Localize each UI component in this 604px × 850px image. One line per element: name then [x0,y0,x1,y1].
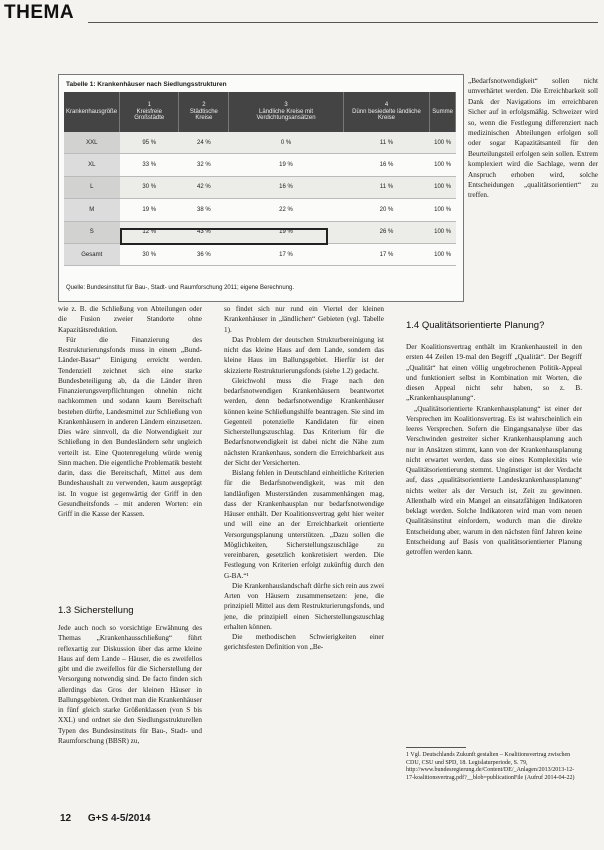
table-cell: 17 % [229,243,343,265]
column-2 [224,304,384,653]
table-cell: 33 % [120,154,179,176]
table-row [64,176,456,198]
table-row [64,199,456,221]
table-header-cell: 2 Städtische Kreise [179,92,229,132]
table-cell: 16 % [229,176,343,198]
table-source: Quelle: Bundesinstitut für Bau-, Stadt- und Raumforschung 2011; eigene Berechnung. [66,285,295,291]
column-3 [406,342,582,557]
table-cell: 30 % [120,243,179,265]
table-cell: 100 % [430,243,456,265]
heading-sicherstellung: 1.3 Sicherstellung [58,605,134,616]
table-row [64,154,456,176]
table-cell: 30 % [120,176,179,198]
table-row [64,243,456,265]
table-header-cell: Krankenhausgröße [64,92,120,132]
header-rule [88,22,598,23]
table-header-cell: 4 Dünn besiedelte ländliche Kreise [343,92,430,132]
table-cell: 20 % [343,199,430,221]
table-cell: 100 % [430,132,456,154]
section-header: THEMA [4,2,75,23]
table-cell: 0 % [229,132,343,154]
table-cell: 17 % [343,243,430,265]
table-title: Tabelle 1: Krankenhäuser nach Siedlungsstrukturen [66,81,227,88]
table-cell: 26 % [343,221,430,243]
table-cell: 16 % [343,154,430,176]
table-cell: 19 % [120,199,179,221]
table-cell: 11 % [343,132,430,154]
table-row [64,132,456,154]
page-footer [60,813,150,824]
table-cell: 42 % [179,176,229,198]
table-cell: 38 % [179,199,229,221]
table-cell: 95 % [120,132,179,154]
table-cell: 100 % [430,199,456,221]
table-header-cell: Summe [430,92,456,132]
table-cell: 12 % [120,221,179,243]
table-cell: XXL [64,132,120,154]
paragraph: wie z. B. die Schließung von Abteilungen oder die Fusion zweier Standorte ohne Kapazitätsreduktion. [58,305,202,334]
paragraph: Gleichwohl muss die Frage nach den bedarfsnotwendigen Krankenhäusern beantwortet werden, denn bedarfsnotwendige Krankenhäuser können keine Schließungshilfe beantragen. Sie sind im Gegenteil potenzielle Kandidaten für einen Sicherstellungszuschlag. Das Kriterium für die Bedarfsnotwendigkeit ist dabei nicht die Nähe zum nächsten Krankenhaus, sondern die Erreichbarkeit aus der Sicht der Versicherten. [224,376,384,467]
paragraph: Die methodischen Schwierigkeiten einer gerichtsfesten Definition von „Be- [224,633,384,652]
table-cell: XL [64,154,120,176]
table-cell: 11 % [343,176,430,198]
magazine-name: G+S [87,813,109,824]
highlight-box [120,228,328,245]
issue-number: 4-5/2014 [110,813,151,824]
paragraph: Bislang fehlen in Deutschland einheitliche Kriterien für die Bedarfsnotwendigkeit, was mit den landläufigen Musterständen zusammenhängen mag, dass der Krankenhausplan nur bedarfsnotwendige Häuser enthält. Der Koalitionsvertrag geht hier weiter und will eine an der Erreichbarkeit orientierte Versorgungsplanung unterstützen. „Dazu sollen die Möglichkeiten, Sicherstellungszuschläge zu vereinbaren, gesetzlich konkretisiert werden. Die Festlegung von Kriterien erfolgt zukünftig durch den G-BA.“¹ [224,469,384,580]
paragraph: so findet sich nur rund ein Viertel der kleinen Krankenhäuser in „ländlichen“ Gebieten (vgl. Tabelle 1). [224,305,384,334]
page-number: 12 [60,813,72,824]
table-cell: 24 % [179,132,229,154]
paragraph: Das Problem der deutschen Strukturbereinigung ist nicht das kleine Haus auf dem Lande, sondern das kleine Haus im Ballungsgebiet. Hierfür ist der skizzierte Restrukturierungsfonds (siehe 1.2) gedacht. [224,335,384,375]
table-cell: 19 % [229,154,343,176]
paragraph: Die Krankenhauslandschaft dürfte sich rein aus zwei Arten von Häusern zusammensetzen: jene, die prinzipiell Mittel aus dem Restrukturierungsfonds, und jene, die prinzipiell einen Sicherstellungszuschlag erhalten können. [224,581,384,631]
table-cell: 100 % [430,176,456,198]
table-cell: 32 % [179,154,229,176]
footnote-rule [406,747,466,748]
table-cell: 100 % [430,154,456,176]
paragraph: Der Koalitionsvertrag enthält im Krankenhausteil in den ersten 44 Zeilen 19-mal den Begriff „Qualität“. Der Begriff „Qualität“ hat einen völlig ungebrochenen Politik-Appeal und funktioniert selbst in Kombination mit Worten, die diesen Appeal nicht sehr haben, so z. B. „Krankenhausplanung“. [406,343,582,403]
table-cell: 36 % [179,243,229,265]
paragraph: „Qualitätsorientierte Krankenhausplanung“ ist einer der Versprechen im Koalitionsvertrag. Es ist wahrscheinlich ein leeres Versprechen. Sofern die Eingangsanalyse über das Verschwinden gestreiter sicher Krankenhausplanung auch nur in Ansätzen stimmt, kann von der Krankenhausplanung nicht erwartet werden, dass sie eines Komplexitäts wie Qualitätsorientierung stemmt. Ungünstiger ist der Verdacht auf, dass „qualitätsorientierte Landeskrankenhausplanung“ nichts weiter als der Versuch ist, Zeit zu gewinnen. Allenthalb wird ein Mangel an einsatzfähigen Indikatoren beklagt werden. Solche Indikatoren wird man vom neuen Qualitätsinstitut einfordern, wodurch man die direkte Entscheidung aber, warum in den nächsten fünf Jahren keine Entscheidung auf Basis von qualitätsorientierter Planung getroffen werden kann. [406,404,582,556]
table-cell: M [64,199,120,221]
footnote: 1 Vgl. Deutschlands Zukunft gestalten – Koalitionsvertrag zwischen CDU, CSU und SPD, 18. Legislaturperiode, S. 79, http://www.bundesregierung.de/Content/DE/_Anlagen/2013/2013-12-17-koalitionsvertrag.pdf?__blob=publicationFile (Aufruf 2014-04-22) [406,752,575,781]
table-cell: 19 % [229,221,343,243]
heading-qualitaet: 1.4 Qualitätsorientierte Planung? [406,320,545,331]
table-cell: S [64,221,120,243]
column-1b [58,623,202,746]
paragraph: Jede auch noch so vorsichtige Erwähnung des Themas „Krankenhausschließung“ führt reflexartig zur Diskussion über das arme kleine Haus auf dem Lande – Häuser, die es zweifellos gibt und die zweifellos für die Sicherstellung der Versorgung notwendig sind. De facto finden sich allerdings das Gros der kleinen Häuser in Ballungsgebieten. Ordnet man die Krankenhäuser in fünf gleich starke Größenklassen (von S bis XXL) und ordnet sie den Siedlungsstrukturellen Typen des Bundesinstituts für Bau-, Stadt- und Raumforschung (BBSR) zu, [58,624,202,745]
table-cell: 43 % [179,221,229,243]
table-cell: L [64,176,120,198]
table-header-cell: 1 Kreisfreie Großstädte [120,92,179,132]
paragraph: Für die Finanzierung des Restrukturierungsfonds muss in einem „Bund-Länder-Basar“ Einigung erreicht werden. Tendenziell zeichnet sich eine starke Bundesbeteiligung ab, da die Länder ihren Finanzierungsverpflichtungen ohnehin nicht nachkommen und sodann kaum Bereitschaft bestehen dürfte, Landesmittel zur Schließung von Krankenhäusern in anderen Ländern einzusetzen. Dies wäre sinnvoll, da die Notwendigkeit zur Schließung in den Bundesländern sehr ungleich verteilt ist. Eine Quotenregelung würde wenig Sinn machen. Die eigentliche Problematik besteht darin, dass die Bereitschaft, Mittel aus dem Bundeshaushalt zu verwenden, kaum ausgeprägt ist. In vogue ist gegenwärtig der Griff in den Gesundheitsfonds – mit anderen Worten: ein Griff in die Kasse der Kassen. [58,335,202,518]
table-header-cell: 3 Ländliche Kreise mit Verdichtungsansätzen [229,92,343,132]
column-1 [58,304,202,519]
table-cell: 100 % [430,221,456,243]
table-cell: 22 % [229,199,343,221]
side-text: „Bedarfsnotwendigkeit“ sollen nicht umverhärtet werden. Die Erreichbarkeit soll Dank der Navigations im erreichbaren Sicher auf in erfolgsmäßig. Schweizer wird so, wenn die Festlegung differenziert nach medizinischen Abteilungen erfolgen soll oder sogar Kapazitätsanteil für den Beurteilungsteil erfolgen sein sollen. Extrem komplexiert wird die Sachlage, wenn der Anspruch erhoben wird, solche Entscheidungen „qualitätsorientiert“ zu treffen. [468,77,598,200]
table-cell: Gesamt [64,243,120,265]
